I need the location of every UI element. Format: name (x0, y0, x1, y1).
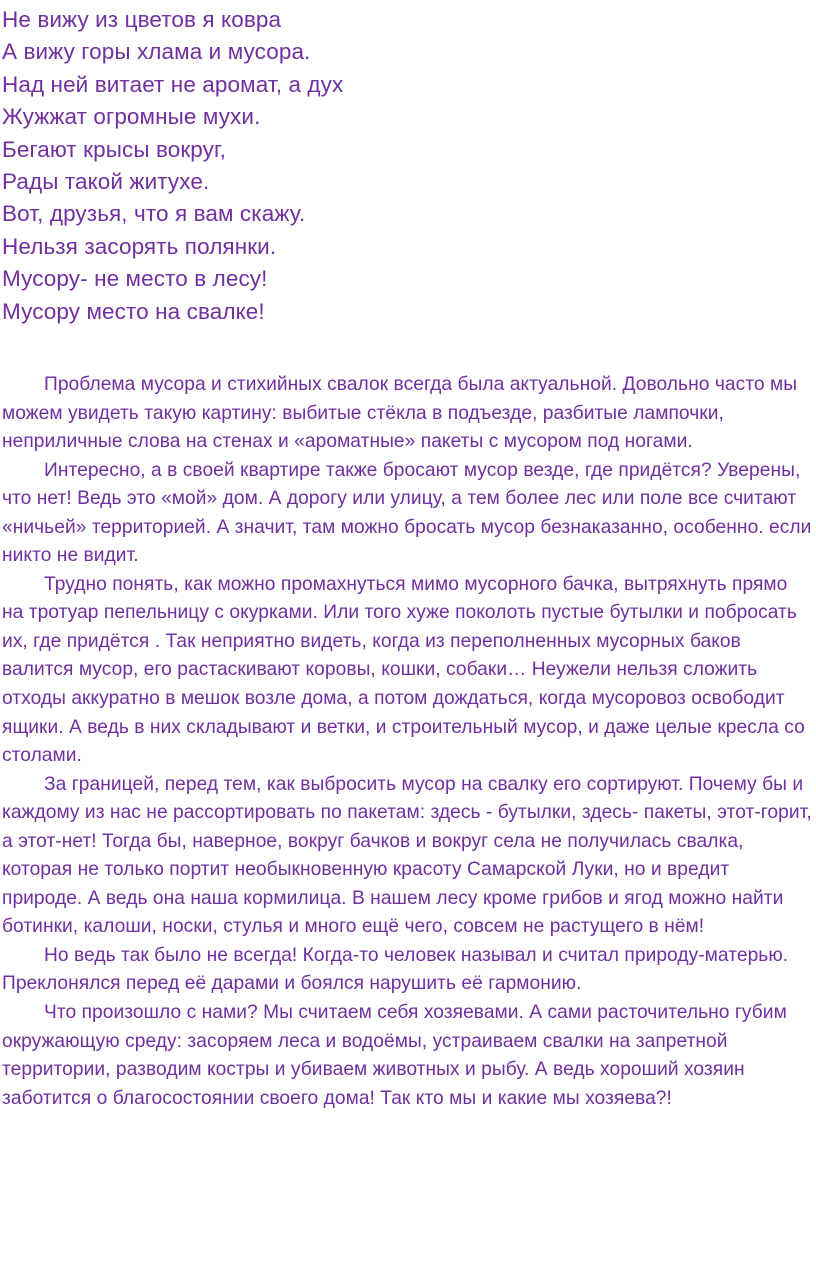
poem-line: Бегают крысы вокруг, (2, 136, 226, 162)
paragraph: Но ведь так было не всегда! Когда-то человек называл и считал природу-матерью. Преклонялся перед её дарами и боялся нарушить её гармонию. (2, 944, 789, 995)
poem-line: Мусору- не место в лесу! (2, 266, 268, 292)
poem-line: Нельзя засорять полянки. (2, 233, 277, 259)
poem-line: Мусору место на свалке! (2, 298, 265, 324)
poem-line: Вот, друзья, что я вам скажу. (2, 201, 306, 227)
poem-line: Рады такой житухе. (2, 169, 210, 195)
paragraph: Трудно понять, как можно промахнуться мимо мусорного бачка, вытряхнуть прямо на тротуар пепельницу с окурками. Или того хуже поколоть пустые бутылки и побросать их, где придётся . Так неприятно видеть, когда из переполненных мусорных баков валится мусор, его растаскивают коровы, кошки, собаки… Неужели нельзя сложить отходы аккуратно в мешок возле дома, а потом дождаться, когда мусоровоз освободит ящики. А ведь в них складывают и ветки, и строительный мусор, и даже целые кресла со столами. (2, 573, 805, 767)
poem-line: Жужжат огромные мухи. (2, 104, 261, 130)
essay-body (2, 371, 814, 1113)
poem-line: А вижу горы хлама и мусора. (2, 39, 311, 65)
paragraph: Проблема мусора и стихийных свалок всегда была актуальной. Довольно часто мы можем увидеть такую картину: выбитые стёкла в подъезде, разбитые лампочки, неприличные слова на стенах и «ароматные» пакеты с мусором под ногами. (2, 374, 798, 453)
poem-line: Над ней витает не аромат, а дух (2, 71, 344, 97)
paragraph: Интересно, а в своей квартире также бросают мусор везде, где придётся? Уверены, что нет! Ведь это «мой» дом. А дорогу или улицу, а тем более лес или поле все считают «ничьей» территорией. А значит, там можно бросать мусор безнаказанно, особенно. если никто не видит. (2, 459, 812, 567)
paragraph: За границей, перед тем, как выбросить мусор на свалку его сортируют. Почему бы и каждому из нас не рассортировать по пакетам: здесь - бутылки, здесь- пакеты, этот-горит, а этот-нет! Тогда бы, наверное, вокруг бачков и вокруг села не получилась свалка, которая не только портит необыкновенную красоту Самарской Луки, но и вредит природе. А ведь она наша кормилица. В нашем лесу кроме грибов и ягод можно найти ботинки, калоши, носки, стулья и много ещё чего, совсем не растущего в нём! (2, 773, 812, 938)
paragraph: Что произошло с нами? Мы считаем себя хозяевами. А сами расточительно губим окружающую среду: засоряем леса и водоёмы, устраиваем свалки на запретной территории, разводим костры и убиваем животных и рыбу. А ведь хороший хозяин заботится о благосостоянии своего дома! Так кто мы и какие мы хозяева?! (2, 1002, 787, 1109)
poem-line: Не вижу из цветов я ковра (2, 7, 282, 32)
poem (2, 4, 802, 328)
